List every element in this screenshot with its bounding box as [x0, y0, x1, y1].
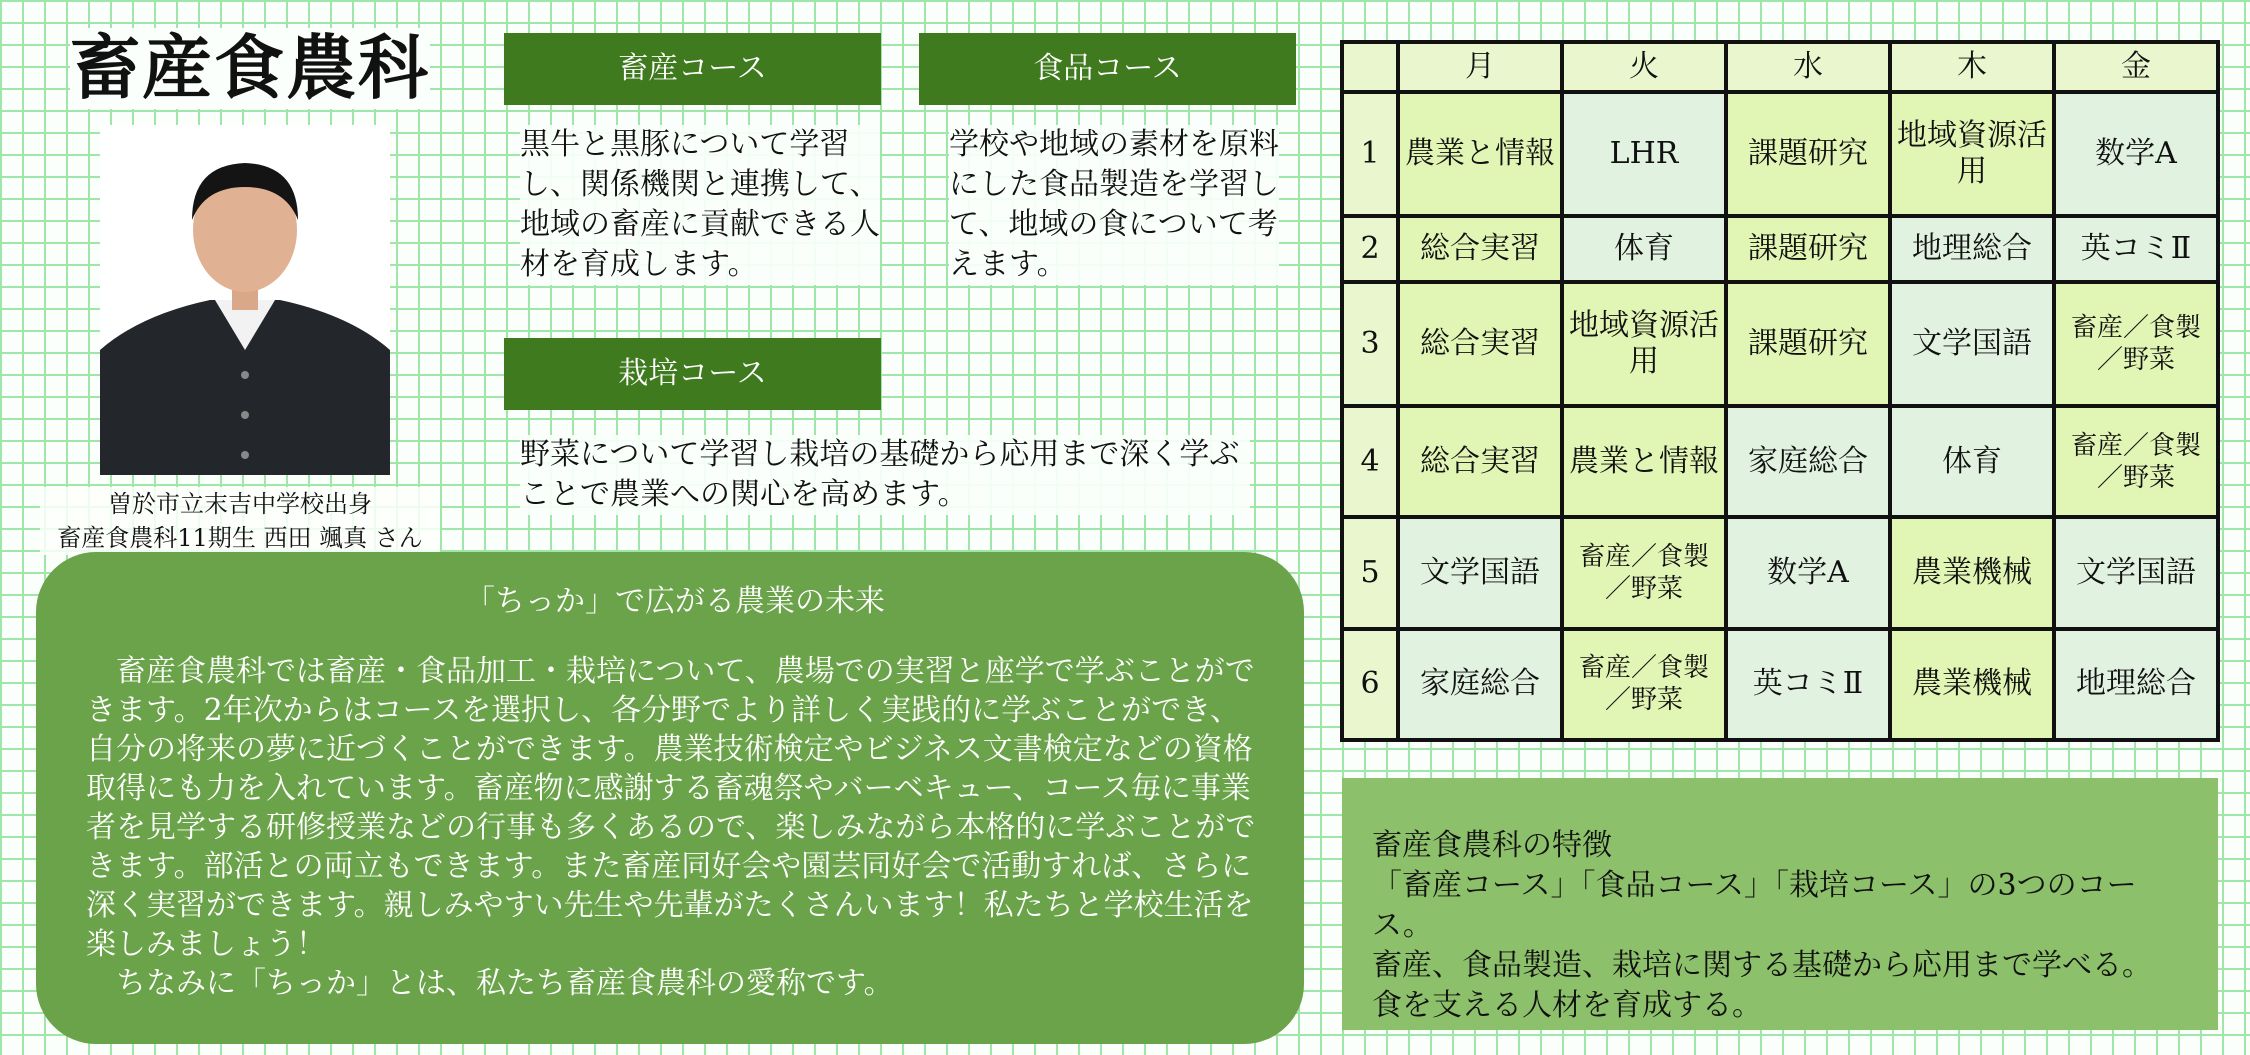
- timetable-cell: 課題研究: [1726, 92, 1890, 216]
- timetable-cell: 畜産／食製／野菜: [1562, 629, 1726, 740]
- feature-paragraph: 畜産食農科では畜産・食品加工・栽培について、農場での実習と座学で学ぶことができます。2年次からはコースを選択し、各分野でより詳しく実践的に学ぶことができ、自分の将来の夢に近づくことができます。農業技術検定やビジネス文書検定などの資格取得にも力を入れています。畜産物に感謝する畜魂祭やバーベキュー、コース毎に事業者を見学する研修授業などの行事も多くあるので、楽しみながら本格的に学ぶことができます。部活との両立もできます。また畜産同好会や園芸同好会で活動すれば、さらに深く実習ができます。親しみやすい先生や先輩がたくさんいます！私たちと学校生活を楽しみましょう！: [86, 654, 1256, 962]
- feature-paragraph-note: ちなみに「ちっか」とは、私たち畜産食農科の愛称です。: [116, 966, 894, 1001]
- timetable-row: [1342, 216, 2218, 281]
- student-name: 畜産食農科11期生 西田 颯真 さん: [57, 524, 423, 552]
- timetable-cell: 畜産／食製／野菜: [2054, 282, 2218, 406]
- timetable-cell: 文学国語: [1890, 282, 2054, 406]
- feature-body: [86, 652, 1264, 1003]
- day-header: 金: [2054, 42, 2218, 92]
- timetable-cell: 地域資源活用: [1890, 92, 2054, 216]
- timetable-cell: 数学A: [1726, 517, 1890, 628]
- timetable-cell: 畜産／食製／野菜: [2054, 406, 2218, 517]
- timetable-cell: 地理総合: [2054, 629, 2218, 740]
- period-number: 4: [1342, 406, 1398, 517]
- day-header: 水: [1726, 42, 1890, 92]
- summary-box: [1342, 778, 2218, 1030]
- timetable-cell: 体育: [1562, 216, 1726, 281]
- timetable-row: [1342, 92, 2218, 216]
- timetable-cell: 農業と情報: [1398, 92, 1562, 216]
- day-header: 木: [1890, 42, 2054, 92]
- timetable-row: [1342, 282, 2218, 406]
- student-portrait-image: [100, 125, 390, 475]
- timetable-cell: 英コミⅡ: [1726, 629, 1890, 740]
- timetable-cell: 農業機械: [1890, 629, 2054, 740]
- period-number: 1: [1342, 92, 1398, 216]
- course-description-cultivation: 野菜について学習し栽培の基礎から応用まで深く学ぶことで農業への関心を高めます。: [520, 435, 1250, 515]
- course-description-livestock: 黒牛と黒豚について学習し、関係機関と連携して、地域の畜産に貢献できる人材を育成します。: [520, 125, 880, 285]
- course-heading-cultivation: 栽培コース: [504, 338, 881, 410]
- timetable-corner: [1342, 42, 1398, 92]
- timetable-cell: 課題研究: [1726, 282, 1890, 406]
- timetable-cell: 数学A: [2054, 92, 2218, 216]
- timetable-cell: 文学国語: [1398, 517, 1562, 628]
- course-heading-food: 食品コース: [919, 33, 1296, 105]
- student-school: 曽於市立末吉中学校出身: [108, 490, 372, 518]
- timetable-header-row: [1342, 42, 2218, 92]
- course-description-food: 学校や地域の素材を原料にした食品製造を学習して、地域の食について考えます。: [949, 125, 1279, 285]
- feature-box: [36, 552, 1304, 1044]
- timetable-cell: 文学国語: [2054, 517, 2218, 628]
- day-header: 月: [1398, 42, 1562, 92]
- student-caption: [40, 487, 440, 555]
- timetable-cell: 家庭総合: [1726, 406, 1890, 517]
- summary-heading: 畜産食農科の特徴: [1372, 828, 1612, 863]
- timetable-cell: 英コミⅡ: [2054, 216, 2218, 281]
- timetable-cell: LHR: [1562, 92, 1726, 216]
- timetable-cell: 総合実習: [1398, 216, 1562, 281]
- summary-line: 畜産、食品製造、栽培に関する基礎から応用まで学べる。: [1372, 948, 2152, 983]
- timetable-cell: 地域資源活用: [1562, 282, 1726, 406]
- timetable-row: [1342, 629, 2218, 740]
- period-number: 3: [1342, 282, 1398, 406]
- timetable-row: [1342, 517, 2218, 628]
- summary-line: 「畜産コース」「食品コース」「栽培コース」の3つのコース。: [1372, 868, 2137, 943]
- timetable-cell: 農業と情報: [1562, 406, 1726, 517]
- timetable-cell: 体育: [1890, 406, 2054, 517]
- timetable-cell: 課題研究: [1726, 216, 1890, 281]
- timetable-cell: 農業機械: [1890, 517, 2054, 628]
- timetable: [1340, 40, 2220, 742]
- summary-line: 食を支える人材を育成する。: [1372, 988, 1762, 1023]
- timetable-cell: 畜産／食製／野菜: [1562, 517, 1726, 628]
- day-header: 火: [1562, 42, 1726, 92]
- student-photo: [100, 125, 390, 475]
- period-number: 2: [1342, 216, 1398, 281]
- period-number: 6: [1342, 629, 1398, 740]
- timetable-cell: 家庭総合: [1398, 629, 1562, 740]
- course-heading-livestock: 畜産コース: [504, 33, 881, 105]
- timetable-cell: 総合実習: [1398, 282, 1562, 406]
- period-number: 5: [1342, 517, 1398, 628]
- timetable-cell: 地理総合: [1890, 216, 2054, 281]
- timetable-row: [1342, 406, 2218, 517]
- feature-heading: 「ちっか」で広がる農業の未来: [465, 584, 885, 619]
- timetable-cell: 総合実習: [1398, 406, 1562, 517]
- page-title: 畜産食農科: [70, 26, 430, 109]
